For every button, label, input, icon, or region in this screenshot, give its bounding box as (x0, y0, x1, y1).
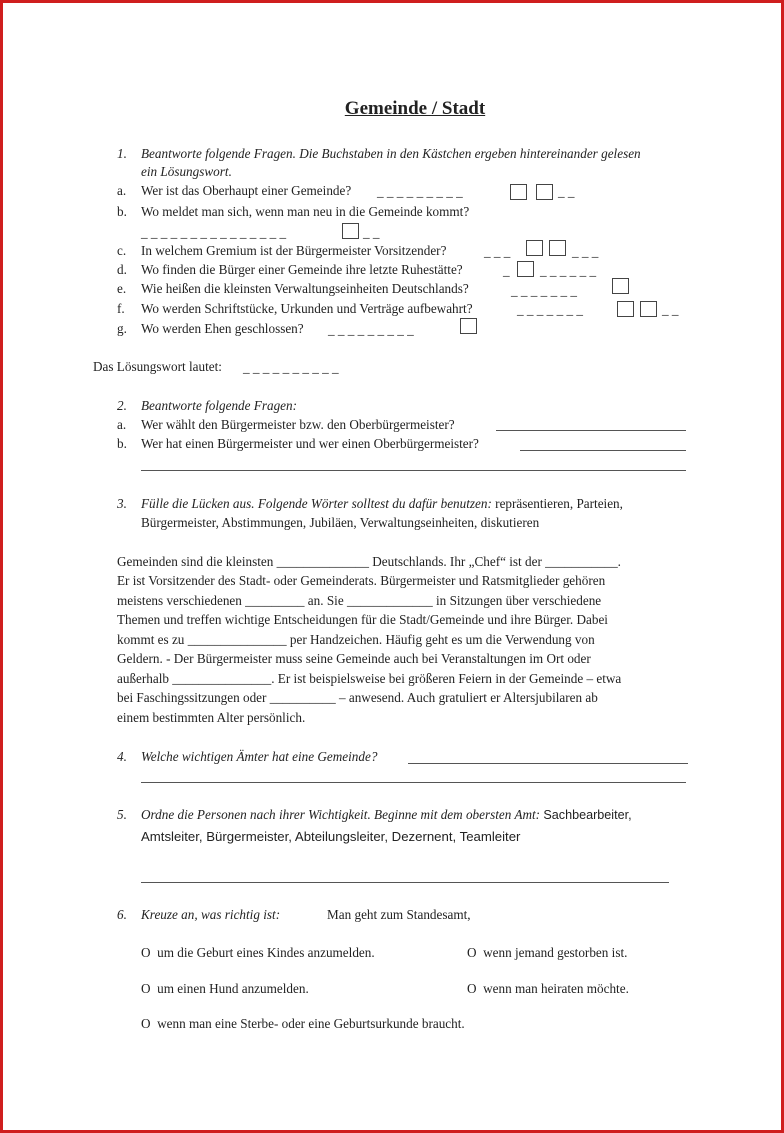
answer-line[interactable] (141, 782, 686, 783)
letter-box[interactable] (526, 240, 543, 256)
answer-blanks: _ _ (558, 184, 575, 199)
q1-item-e (117, 281, 469, 297)
q6-number: 6. (117, 907, 127, 922)
q6-stem: Man geht zum Standesamt, (327, 907, 471, 922)
q3-instruction (117, 496, 623, 512)
item-letter: a. (117, 417, 127, 432)
q3-words-line1: repräsentieren, Parteien, (495, 496, 623, 511)
option-text: um einen Hund anzumelden. (157, 981, 309, 996)
q3-paragraph-line: Geldern. - Der Bürgermeister muss seine Gemeinde auch bei Veranstaltungen im Ort oder (117, 651, 591, 666)
option-circle[interactable]: O (467, 945, 477, 960)
option-circle[interactable]: O (141, 981, 151, 996)
q6-option[interactable] (467, 981, 629, 997)
letter-box[interactable] (536, 184, 553, 200)
item-letter: c. (117, 243, 127, 258)
q3-paragraph-line: einem bestimmten Alter persönlich. (117, 710, 306, 725)
answer-blanks: _ _ _ _ _ _ _ _ _ (328, 322, 414, 337)
q4-question-text: Welche wichtigen Ämter hat eine Gemeinde? (141, 749, 378, 764)
item-question: Wo werden Ehen geschlossen? (141, 321, 304, 336)
item-letter: d. (117, 262, 127, 277)
option-circle[interactable]: O (467, 981, 477, 996)
answer-blanks: _ _ _ _ _ _ _ _ _ _ _ _ _ _ _ (141, 225, 287, 240)
q3-paragraph-line: außerhalb _______________. Er ist beispielsweise bei größeren Feiern in der Gemeinde – etwa (117, 671, 622, 686)
answer-line[interactable] (141, 470, 686, 471)
item-question: Wo werden Schriftstücke, Urkunden und Verträge aufbewahrt? (141, 301, 473, 316)
q6-option[interactable] (141, 945, 375, 961)
answer-line[interactable] (408, 763, 688, 764)
solution-blanks[interactable]: _ _ _ _ _ _ _ _ _ _ (243, 360, 339, 375)
q4-question (117, 749, 377, 765)
item-letter: e. (117, 281, 127, 296)
answer-blanks: _ _ (662, 302, 679, 317)
q1-item-g (117, 321, 304, 337)
q1-item-d (117, 262, 463, 278)
q1-instruction-line2: ein Lösungswort. (141, 164, 232, 179)
q2-item-b (117, 436, 479, 452)
q2-number: 2. (117, 398, 127, 413)
q3-instruction-text: Fülle die Lücken aus. Folgende Wörter solltest du dafür benutzen: (141, 496, 492, 511)
letter-box[interactable] (549, 240, 566, 256)
letter-box[interactable] (460, 318, 477, 334)
q1-instruction-line1: Beantworte folgende Fragen. Die Buchstaben in den Kästchen ergeben hintereinander gelesen (141, 146, 641, 161)
q6-instruction (117, 907, 280, 923)
item-letter: f. (117, 301, 125, 316)
q1-item-f (117, 301, 473, 317)
item-question: In welchem Gremium ist der Bürgermeister Vorsitzender? (141, 243, 447, 258)
answer-blanks: _ _ _ _ _ _ (540, 263, 597, 278)
letter-box[interactable] (517, 261, 534, 277)
q3-number: 3. (117, 496, 127, 511)
option-circle[interactable]: O (141, 1016, 151, 1031)
option-circle[interactable]: O (141, 945, 151, 960)
letter-box[interactable] (510, 184, 527, 200)
q1-instruction (117, 146, 641, 162)
option-text: um die Geburt eines Kindes anzumelden. (157, 945, 375, 960)
q3-paragraph-line: bei Faschingssitzungen oder __________ – anwesend. Auch gratuliert er Altersjubilaren ab (117, 690, 598, 705)
q3-paragraph-line: Gemeinden sind die kleinsten ______________ Deutschlands. Ihr „Chef“ ist der ___________. (117, 554, 621, 569)
q6-instruction-text: Kreuze an, was richtig ist: (141, 907, 281, 922)
item-question: Wer wählt den Bürgermeister bzw. den Oberbürgermeister? (141, 417, 455, 432)
answer-blanks: _ _ (363, 225, 380, 240)
q2-item-a (117, 417, 455, 433)
q2-instruction-text: Beantworte folgende Fragen: (141, 398, 298, 413)
answer-line[interactable] (496, 430, 686, 431)
answer-blanks: _ (503, 263, 510, 278)
q3-paragraph-line: Er ist Vorsitzender des Stadt- oder Gemeinderats. Bürgermeister und Ratsmitglieder gehören (117, 573, 606, 588)
q5-words-line1: Sachbearbeiter, (543, 808, 632, 822)
item-question: Wo finden die Bürger einer Gemeinde ihre letzte Ruhestätte? (141, 262, 463, 277)
q4-number: 4. (117, 749, 127, 764)
answer-blanks: _ _ _ (572, 244, 599, 259)
q5-instruction (117, 807, 632, 823)
item-question: Wie heißen die kleinsten Verwaltungseinheiten Deutschlands? (141, 281, 469, 296)
q2-instruction (117, 398, 297, 414)
answer-blanks: _ _ _ _ _ _ _ (511, 283, 577, 298)
page-title: Gemeinde / Stadt (344, 98, 486, 119)
option-text: wenn man heiraten möchte. (483, 981, 629, 996)
q1-item-b (117, 204, 469, 220)
q1-item-c (117, 243, 446, 259)
solution-label: Das Lösungswort lautet: (93, 359, 222, 374)
letter-box[interactable] (640, 301, 657, 317)
q5-number: 5. (117, 807, 127, 822)
q5-words-line2: Amtsleiter, Bürgermeister, Abteilungsleiter, Dezernent, Teamleiter (141, 829, 521, 844)
item-question: Wer ist das Oberhaupt einer Gemeinde? (141, 183, 352, 198)
q3-words-line2: Bürgermeister, Abstimmungen, Jubiläen, Verwaltungseinheiten, diskutieren (141, 515, 540, 530)
item-question: Wo meldet man sich, wenn man neu in die Gemeinde kommt? (141, 204, 470, 219)
letter-box[interactable] (612, 278, 629, 294)
q5-instruction-text: Ordne die Personen nach ihrer Wichtigkeit. Beginne mit dem obersten Amt: (141, 807, 541, 822)
item-letter: b. (117, 436, 127, 451)
answer-blanks: _ _ _ _ _ _ _ (517, 302, 583, 317)
item-letter: g. (117, 321, 127, 336)
letter-box[interactable] (617, 301, 634, 317)
q3-paragraph-line: meistens verschiedenen _________ an. Sie _____________ in Sitzungen über verschiedene (117, 593, 602, 608)
answer-line[interactable] (141, 882, 669, 883)
option-text: wenn jemand gestorben ist. (483, 945, 628, 960)
q3-paragraph-line: kommt es zu _______________ per Handzeichen. Häufig geht es um die Verwendung von (117, 632, 595, 647)
q6-option[interactable] (141, 1016, 465, 1032)
q1-number: 1. (117, 146, 127, 161)
item-letter: a. (117, 183, 127, 198)
letter-box[interactable] (342, 223, 359, 239)
answer-blanks: _ _ _ _ _ _ _ _ _ (377, 184, 463, 199)
item-letter: b. (117, 204, 127, 219)
option-text: wenn man eine Sterbe- oder eine Geburtsurkunde braucht. (157, 1016, 465, 1031)
answer-blanks: _ _ _ (484, 244, 511, 259)
q6-option[interactable] (467, 945, 627, 961)
answer-line[interactable] (520, 450, 686, 451)
q1-item-a (117, 183, 351, 199)
item-question: Wer hat einen Bürgermeister und wer einen Oberbürgermeister? (141, 436, 479, 451)
q3-paragraph-line: Themen und treffen wichtige Entscheidungen für die Stadt/Gemeinde und ihre Bürger. Dabei (117, 612, 608, 627)
q6-option[interactable] (141, 981, 309, 997)
